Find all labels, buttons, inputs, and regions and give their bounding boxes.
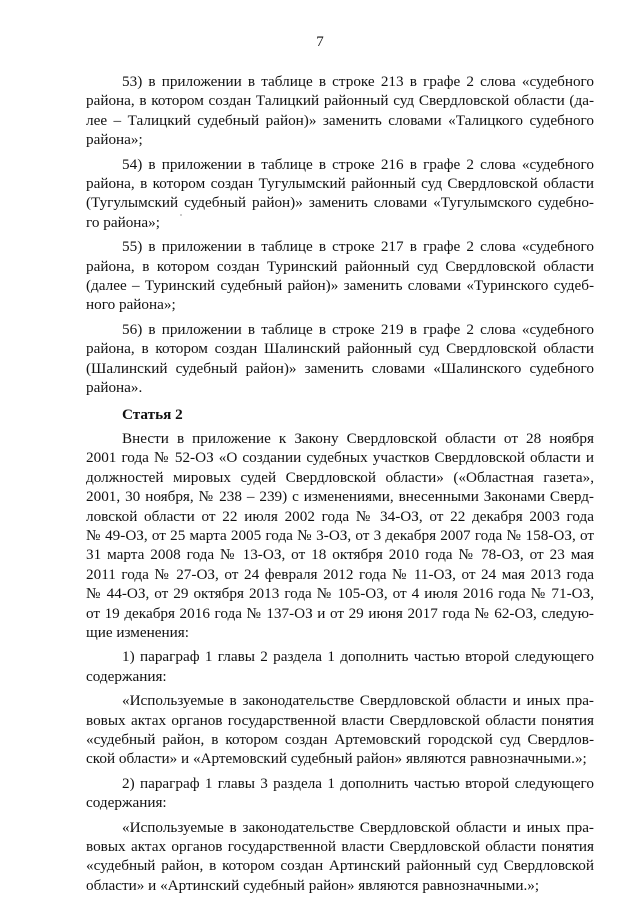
- document-body: [86, 72, 594, 900]
- text-line: 2) параграф 1 главы 3 раздела 1 дополнить частью второй следующего: [122, 774, 594, 792]
- amendment-paragraph: [86, 155, 594, 233]
- text-line: 55) в приложении в таблице в строке 217 в графе 2 слова «судебного: [122, 238, 594, 256]
- text-line: ловской области от 22 июля 2002 года № 34-ОЗ, от 22 декабря 2003 года: [86, 507, 594, 525]
- article-paragraph: [86, 429, 594, 642]
- text-line: № 49-ОЗ, от 25 марта 2005 года № 3-ОЗ, от 3 декабря 2007 года № 158-ОЗ, от: [86, 526, 594, 544]
- text-line: (Тугулымский судебный район)» заменить словами «Тугулымского судебно-: [86, 194, 594, 212]
- amendment-list: [86, 72, 594, 398]
- amendment-paragraph: [86, 320, 594, 398]
- text-line: содержания:: [86, 794, 167, 812]
- text-line: лее – Талицкий судебный район)» заменить словами «Талицкого судебного: [86, 111, 594, 129]
- text-line: содержания:: [86, 667, 167, 685]
- text-line: должностей мировых судей Свердловской области» («Областная газета»,: [86, 468, 594, 486]
- text-line: щие изменения:: [86, 623, 189, 641]
- text-line: 54) в приложении в таблице в строке 216 в графе 2 слова «судебного: [122, 155, 594, 173]
- text-line: го района»;: [86, 213, 160, 231]
- text-line: № 44-ОЗ, от 29 октября 2013 года № 105-ОЗ, от 4 июля 2016 года № 71-ОЗ,: [86, 585, 594, 603]
- article-2-body: [86, 429, 594, 895]
- amendment-paragraph: [86, 237, 594, 315]
- text-line: (Шалинский судебный район)» заменить словами «Шалинского судебного: [86, 359, 594, 377]
- text-line: «судебный район, в котором создан Артинский районный суд Свердловской: [86, 857, 594, 875]
- text-line: (далее – Туринский судебный район)» заменить словами «Туринского судеб-: [86, 277, 594, 295]
- article-heading: Статья 2: [122, 405, 183, 423]
- article-paragraph: [86, 691, 594, 769]
- text-line: области» и «Артинский судебный район» являются равнозначными.»;: [86, 876, 540, 894]
- text-line: 2011 года № 27-ОЗ, от 24 февраля 2012 года № 11-ОЗ, от 24 мая 2013 года: [86, 565, 594, 583]
- text-line: «Используемые в законодательстве Свердловской области и иных пра-: [122, 692, 594, 710]
- text-line: 2001, 30 ноября, № 238 – 239) с изменениями, внесенными Законами Сверд-: [86, 488, 594, 506]
- article-paragraph: [86, 774, 594, 813]
- text-line: района».: [86, 379, 143, 397]
- amendment-paragraph: [86, 72, 594, 150]
- text-line: вовых актах органов государственной власти Свердловской области понятия: [86, 838, 594, 856]
- article-paragraph: [86, 818, 594, 896]
- text-line: 2001 года № 52-ОЗ «О создании судебных участков Свердловской области и: [86, 449, 594, 467]
- text-line: района, в котором создан Шалинский районный суд Свердловской области: [86, 340, 594, 358]
- text-line: от 19 декабря 2016 года № 137-ОЗ и от 29 июня 2017 года № 62-ОЗ, следую-: [86, 604, 594, 622]
- text-line: вовых актах органов государственной власти Свердловской области понятия: [86, 711, 594, 729]
- text-line: ской области» и «Артемовский судебный район» являются равнозначными.»;: [86, 750, 587, 768]
- page-number: 7: [316, 34, 324, 50]
- text-line: района, в котором создан Талицкий районный суд Свердловской области (да-: [86, 92, 594, 110]
- text-line: 53) в приложении в таблице в строке 213 в графе 2 слова «судебного: [122, 73, 594, 90]
- text-line: 56) в приложении в таблице в строке 219 в графе 2 слова «судебного: [122, 320, 594, 338]
- text-line: ного района»;: [86, 296, 176, 314]
- text-line: Внести в приложение к Закону Свердловской области от 28 ноября: [122, 429, 594, 447]
- article-paragraph: [86, 647, 594, 686]
- text-line: «Используемые в законодательстве Свердловской области и иных пра-: [122, 818, 594, 836]
- text-line: 31 марта 2008 года № 13-ОЗ, от 18 октября 2010 года № 78-ОЗ, от 23 мая: [86, 546, 594, 564]
- text-line: района»;: [86, 131, 143, 149]
- text-line: 1) параграф 1 главы 2 раздела 1 дополнить частью второй следующего: [122, 648, 594, 666]
- text-line: «судебный район, в котором создан Артемовский городской суд Свердлов-: [86, 731, 594, 748]
- text-line: района, в котором создан Тугулымский районный суд Свердловской области: [86, 175, 594, 193]
- text-line: района, в котором создан Туринский районный суд Свердловской области: [86, 257, 594, 275]
